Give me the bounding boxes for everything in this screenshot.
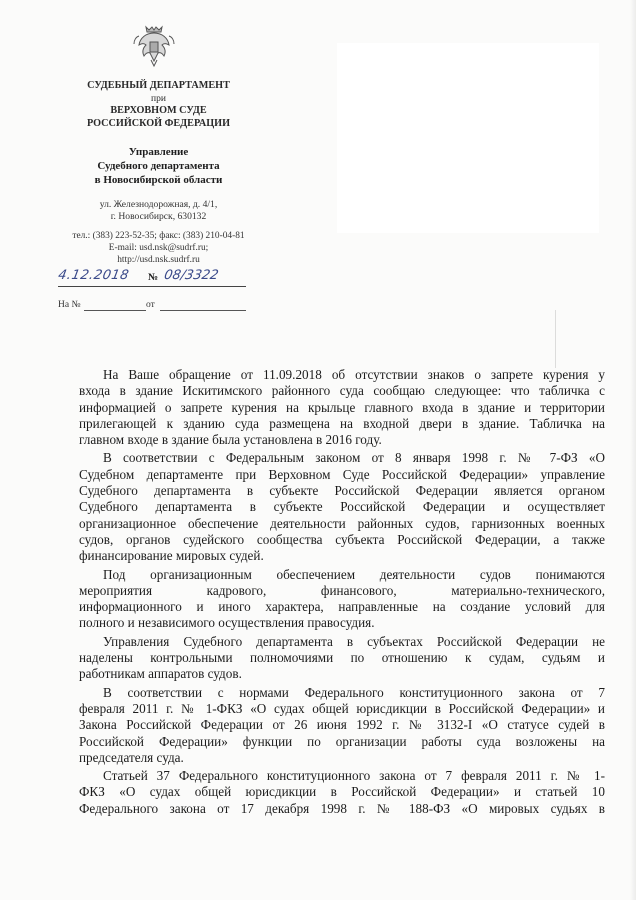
text-line: мероприятия кадрового, финансового, материально-технического, bbox=[79, 582, 605, 598]
handwritten-number: 08/3322 bbox=[162, 268, 220, 283]
reference-number-label: На № bbox=[58, 300, 81, 310]
paragraph bbox=[79, 768, 605, 817]
text-line: полного и независимого осуществления правосудия. bbox=[79, 615, 375, 631]
reference-date-blank bbox=[160, 310, 246, 311]
text-line: организационное обеспечение деятельности районных судов, гарнизонных военных bbox=[79, 515, 605, 531]
email: E-mail: usd.nsk@sudrf.ru; bbox=[108, 243, 209, 253]
text-line: февраля 2011 г. № 1-ФКЗ «О судах общей юрисдикции в Российской Федерации» и bbox=[79, 700, 605, 716]
office-contacts bbox=[50, 230, 267, 266]
office-address bbox=[56, 199, 261, 223]
text-line: главном входе в здание была установлена в 2016 году. bbox=[79, 432, 382, 448]
text-line: Судебного департамента в субъекте Российской Федерации и осуществляет bbox=[79, 499, 605, 515]
text-line: информационного и иного характера, направленные на создание условий для bbox=[79, 599, 605, 615]
double-headed-eagle-emblem bbox=[133, 22, 175, 68]
text-line: председателя суда. bbox=[79, 749, 184, 765]
paragraph bbox=[79, 450, 605, 564]
redacted-addressee-block bbox=[337, 43, 599, 233]
text-line: Управления Судебного департамента в субъектах Российской Федерации не bbox=[103, 633, 605, 649]
phone-fax: тел.: (383) 223-52-35; факс: (383) 210-04-81 bbox=[72, 231, 245, 241]
text-line: Статьей 37 Федерального конституционного закона от 7 февраля 2011 г. № 1- bbox=[103, 768, 605, 784]
text-line: информацией о запрете курения на крыльце главного входа в здание и территории bbox=[79, 399, 605, 415]
office-line: Управление bbox=[128, 146, 189, 158]
paragraph bbox=[79, 634, 605, 683]
text-line: В соответствии с нормами Федерального конституционного закона от 7 bbox=[103, 684, 605, 700]
reference-line bbox=[58, 300, 258, 314]
paragraph bbox=[79, 367, 605, 448]
office-line: в Новосибирской области bbox=[94, 174, 223, 186]
header-line: РОССИЙСКОЙ ФЕДЕРАЦИИ bbox=[86, 117, 231, 129]
text-line: прилегающей к зданию суда размещена на входной двери в здание. Табличка на bbox=[79, 415, 605, 431]
reference-date-label: от bbox=[146, 300, 155, 310]
registration-underline bbox=[58, 286, 246, 287]
text-line: Российской Федерации» функции по организации работы суда возложены на bbox=[79, 733, 605, 749]
text-line: работникам аппаратов судов. bbox=[79, 666, 242, 682]
letter-body bbox=[79, 367, 605, 817]
text-line: Федерального закона от 17 декабря 1998 г. № 188-ФЗ «О мировых судьях в bbox=[79, 800, 605, 816]
text-line: В соответствии с Федеральным законом от 8 января 1998 г. № 7-ФЗ «О bbox=[103, 450, 605, 466]
header-line: при bbox=[151, 93, 166, 104]
text-line: Под организационным обеспечением деятельности судов понимаются bbox=[103, 566, 605, 582]
office-line: Судебного департамента bbox=[97, 160, 220, 172]
address-line: ул. Железнодорожная, д. 4/1, bbox=[99, 199, 218, 210]
text-line: судов, органов судейского сообщества субъекта Российской Федерации, а также bbox=[79, 531, 605, 547]
handwritten-date: 4.12.2018 bbox=[56, 268, 131, 283]
page-edge-shadow bbox=[630, 0, 636, 900]
text-line: ФКЗ «О судах общей юрисдикции в Российской Федерации» и статьей 10 bbox=[79, 784, 605, 800]
paragraph bbox=[79, 685, 605, 766]
paragraph bbox=[79, 567, 605, 632]
text-line: финансирование мировых судей. bbox=[79, 548, 264, 564]
registration-line bbox=[58, 268, 248, 290]
website: http://usd.nsk.sudrf.ru bbox=[117, 255, 200, 265]
text-line: входа в здание Искитимского районного суда сообщаю следующее: что табличка с bbox=[79, 383, 605, 399]
header-line: ВЕРХОВНОМ СУДЕ bbox=[110, 105, 207, 116]
office-name bbox=[56, 145, 261, 187]
department-header bbox=[56, 80, 261, 130]
number-label: № bbox=[148, 272, 159, 283]
reference-number-blank bbox=[84, 310, 146, 311]
scan-artifact-line bbox=[555, 310, 556, 368]
text-line: наделены контрольными полномочиями по отношению к судам, судьям и bbox=[79, 650, 605, 666]
address-line: г. Новосибирск, 630132 bbox=[110, 211, 207, 222]
text-line: Судебном департаменте при Верховном Суде Российской Федерации» управление bbox=[79, 466, 605, 482]
text-line: Судебного департамента в субъекте Российской Федерации является органом bbox=[79, 483, 605, 499]
text-line: На Ваше обращение от 11.09.2018 об отсутствии знаков о запрете курения у bbox=[103, 367, 605, 382]
header-line: СУДЕБНЫЙ ДЕПАРТАМЕНТ bbox=[87, 80, 230, 91]
text-line: Закона Российской Федерации от 26 июня 1992 г. № 3132-I «О статусе судей в bbox=[79, 717, 605, 733]
